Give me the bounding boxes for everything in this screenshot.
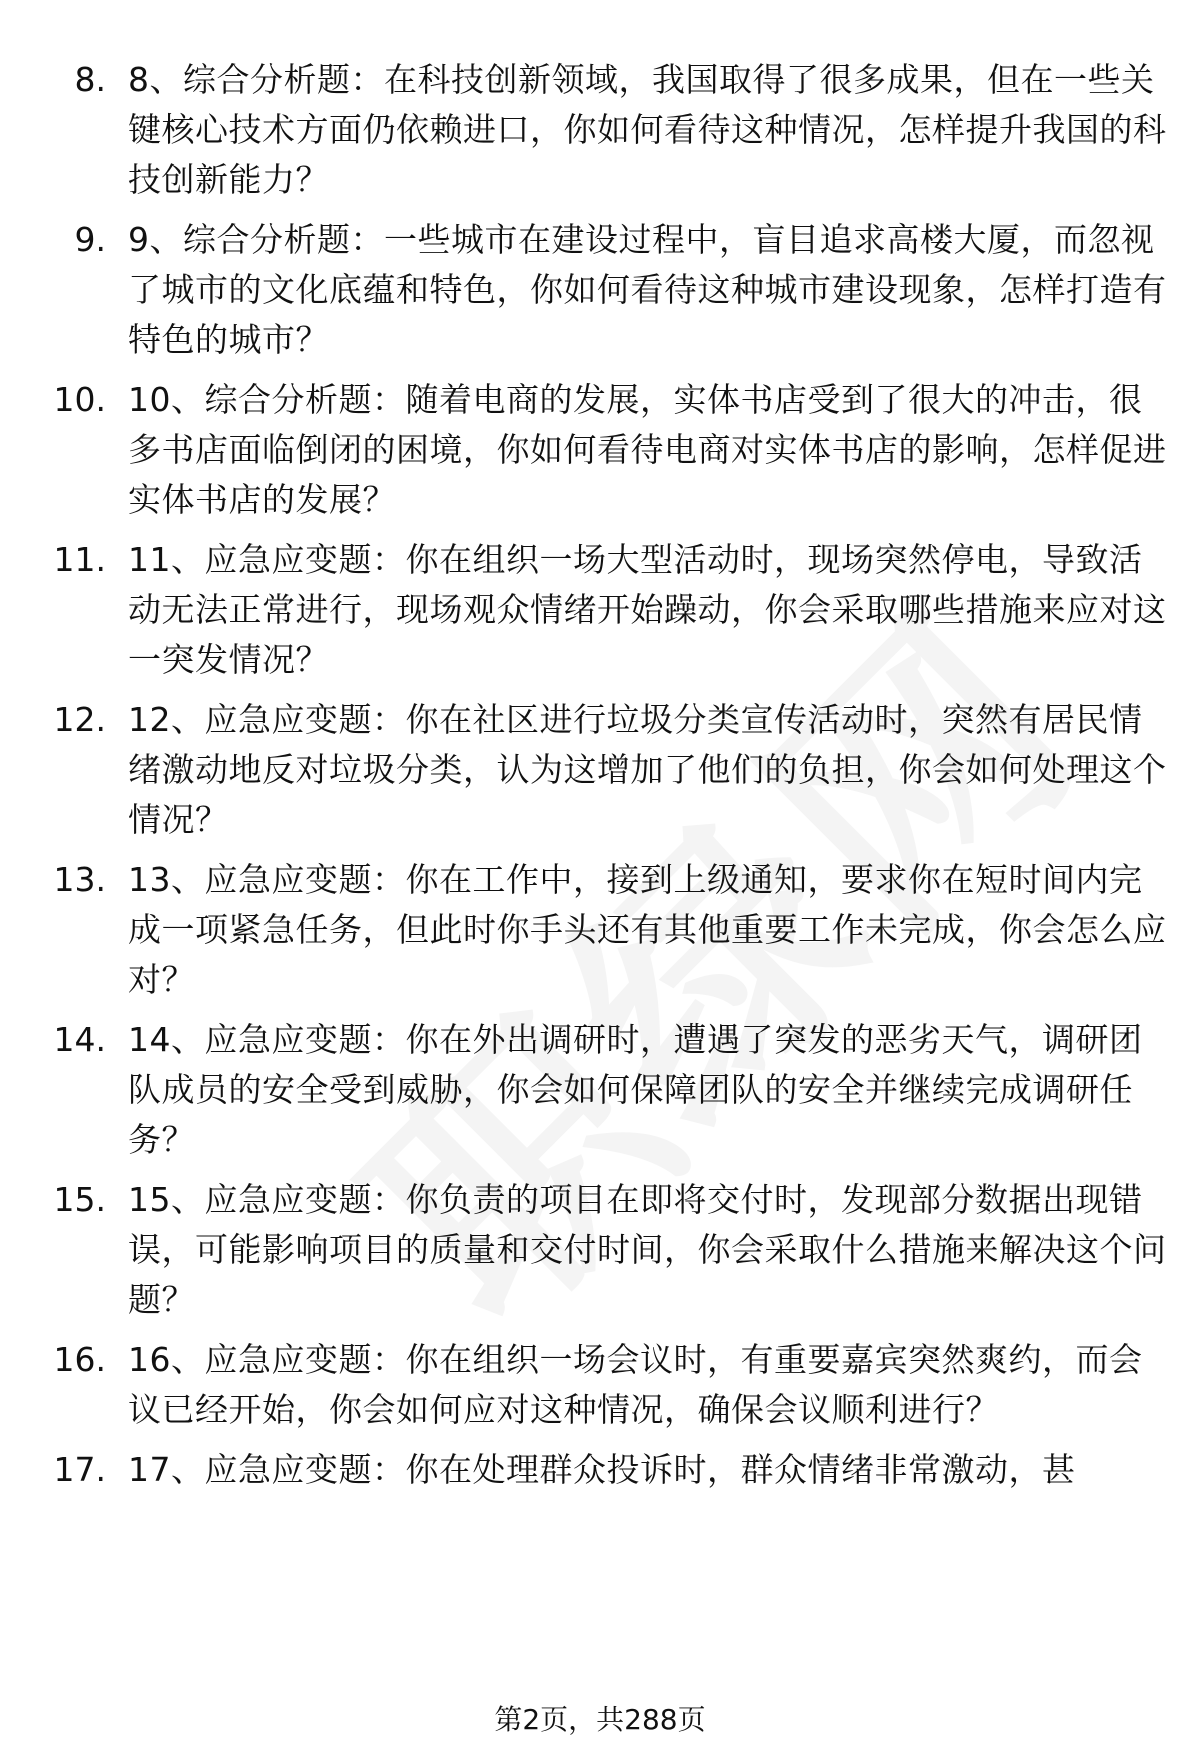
- item-number: 16.: [53, 1340, 106, 1379]
- item-text: 10、综合分析题：随着电商的发展，实体书店受到了很大的冲击，很多书店面临倒闭的困境，你如何看待电商对实体书店的影响，怎样促进实体书店的发展？: [128, 380, 1167, 519]
- item-text: 17、应急应变题：你在处理群众投诉时，群众情绪非常激动，甚: [128, 1450, 1076, 1489]
- item-number: 13.: [53, 860, 106, 899]
- item-text: 12、应急应变题：你在社区进行垃圾分类宣传活动时，突然有居民情绪激动地反对垃圾分类，认为这增加了他们的负担，你会如何处理这个情况？: [128, 700, 1167, 839]
- item-number: 14.: [53, 1020, 106, 1059]
- item-number: 12.: [53, 700, 106, 739]
- item-number: 11.: [53, 540, 106, 579]
- item-text: 15、应急应变题：你负责的项目在即将交付时，发现部分数据出现错误，可能影响项目的质量和交付时间，你会采取什么措施来解决这个问题？: [128, 1180, 1167, 1319]
- item-text: 8、综合分析题：在科技创新领域，我国取得了很多成果，但在一些关键核心技术方面仍依赖进口，你如何看待这种情况，怎样提升我国的科技创新能力？: [128, 60, 1167, 199]
- item-text: 13、应急应变题：你在工作中，接到上级通知，要求你在短时间内完成一项紧急任务，但此时你手头还有其他重要工作未完成，你会怎么应对？: [128, 860, 1167, 999]
- item-text: 11、应急应变题：你在组织一场大型活动时，现场突然停电，导致活动无法正常进行，现场观众情绪开始躁动，你会采取哪些措施来应对这一突发情况？: [128, 540, 1167, 679]
- item-text: 16、应急应变题：你在组织一场会议时，有重要嘉宾突然爽约，而会议已经开始，你会如何应对这种情况，确保会议顺利进行？: [128, 1340, 1143, 1429]
- page-footer: 第2页，共288页: [494, 1703, 706, 1736]
- item-number: 15.: [53, 1180, 106, 1219]
- item-number: 9.: [74, 220, 106, 259]
- item-text: 14、应急应变题：你在外出调研时，遭遇了突发的恶劣天气，调研团队成员的安全受到威胁，你会如何保障团队的安全并继续完成调研任务？: [128, 1020, 1143, 1159]
- item-text: 9、综合分析题：一些城市在建设过程中，盲目追求高楼大厦，而忽视了城市的文化底蕴和特色，你如何看待这种城市建设现象，怎样打造有特色的城市？: [128, 220, 1167, 359]
- item-number: 10.: [53, 380, 106, 419]
- item-number: 17.: [53, 1450, 106, 1489]
- item-number: 8.: [74, 60, 106, 99]
